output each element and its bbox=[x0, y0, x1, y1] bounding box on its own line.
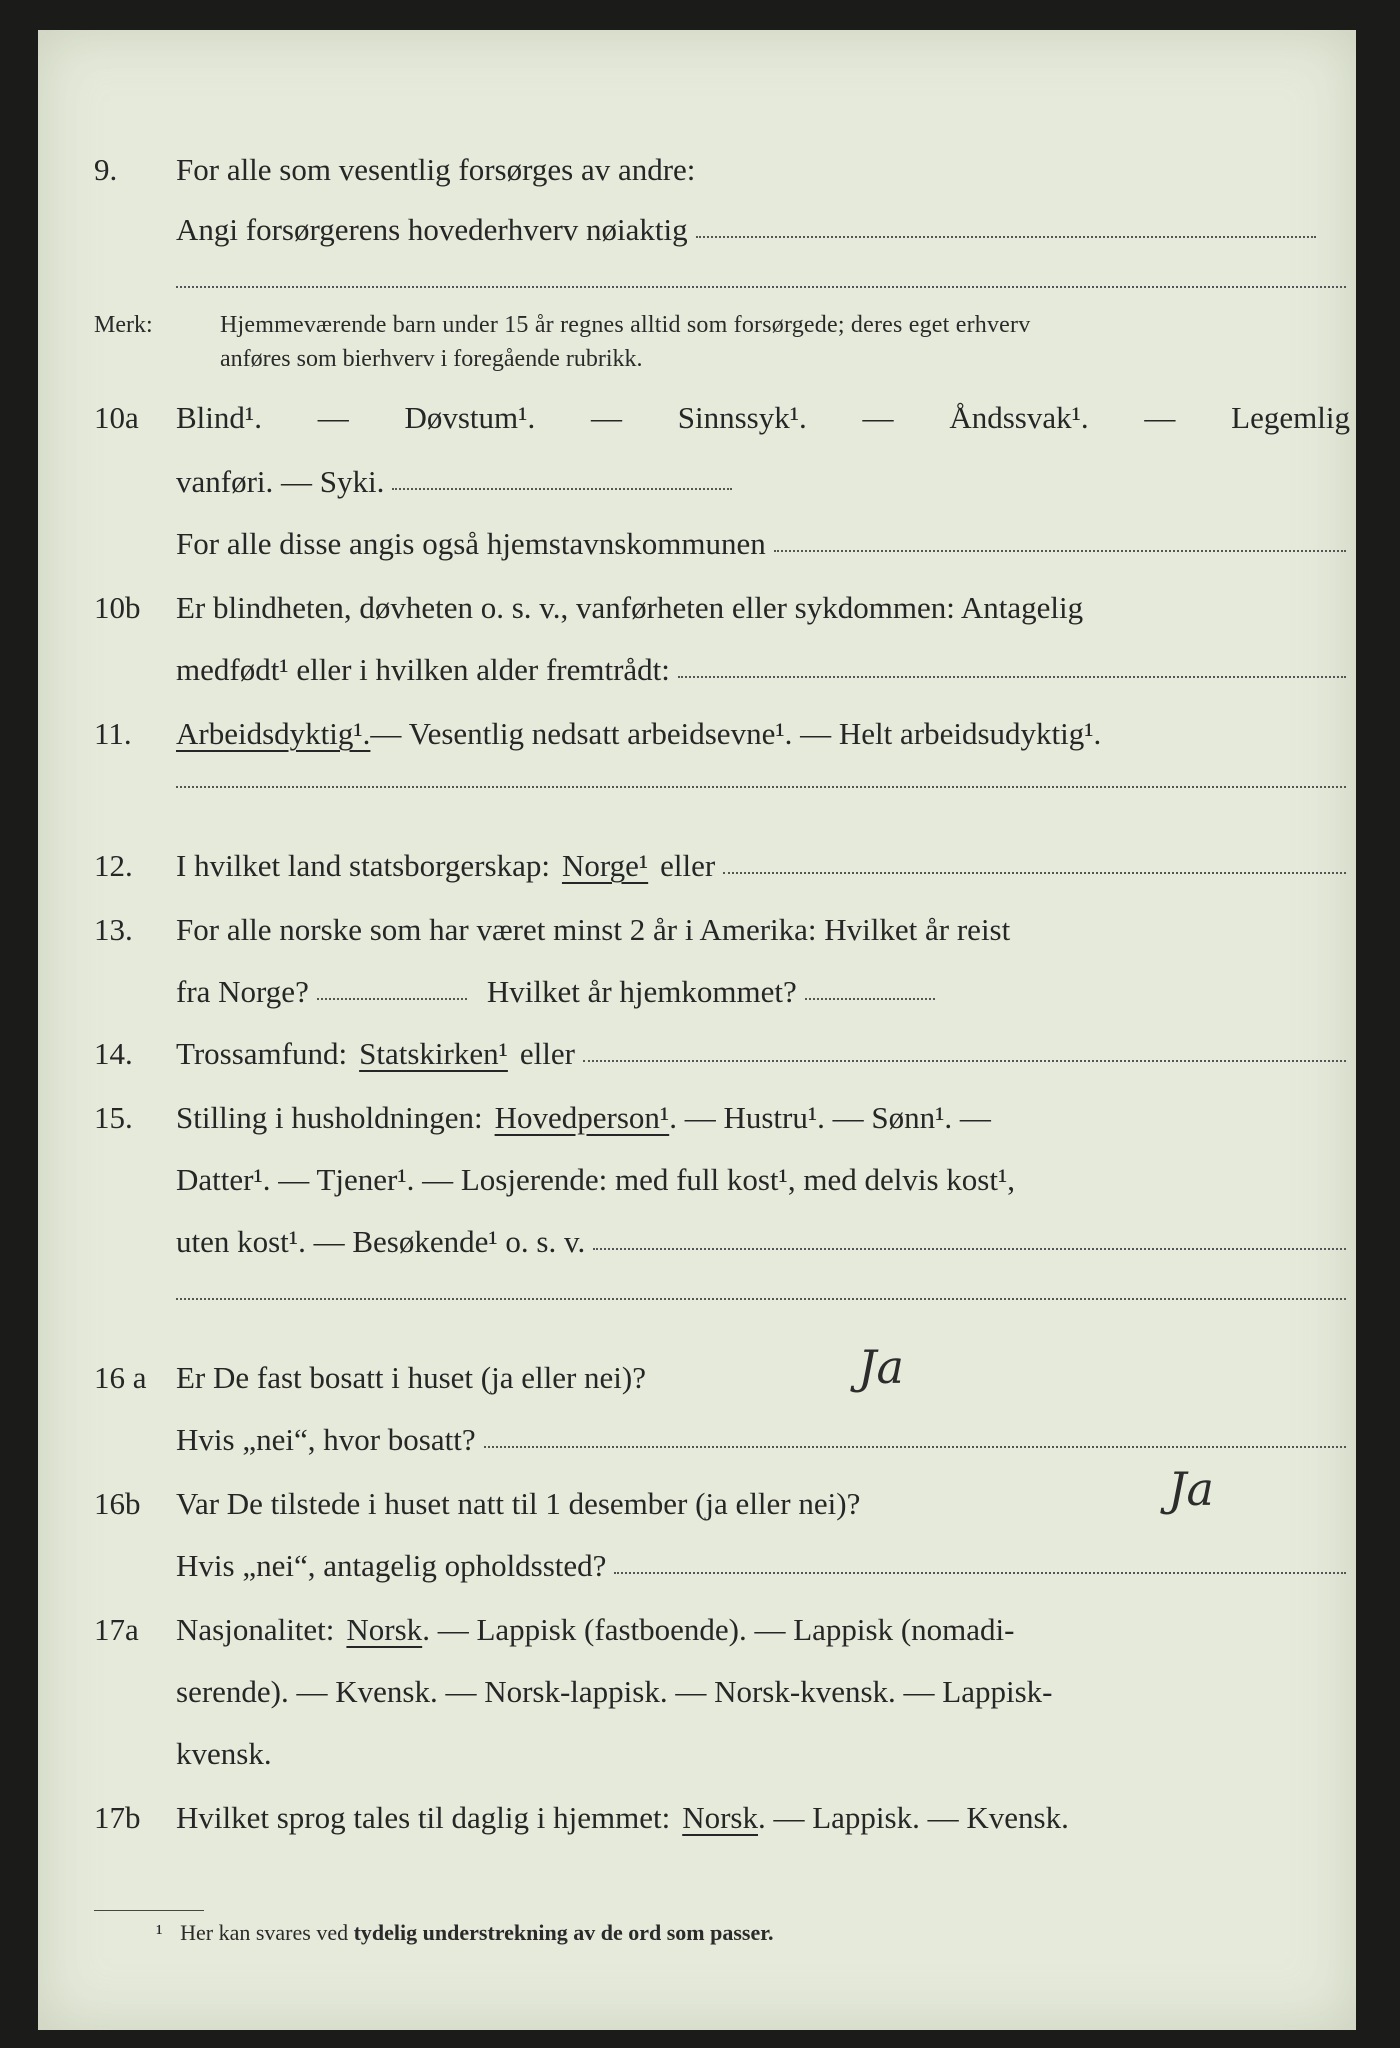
q10b-text1: Er blindheten, døvheten o. s. v., vanførheten eller sykdommen: Antagelig bbox=[176, 590, 1084, 625]
q15-text2: Datter¹. — Tjener¹. — Losjerende: med full kost¹, med delvis kost¹, bbox=[176, 1162, 1015, 1197]
q10a-line3 bbox=[38, 504, 1356, 568]
q11-answer-line[interactable] bbox=[176, 786, 1346, 788]
q9-text1: For alle som vesentlig forsørges av andre: bbox=[176, 152, 696, 187]
q10a-sinnssyk: Sinnssyk¹. bbox=[677, 400, 807, 435]
q10b-answer-field[interactable] bbox=[678, 675, 1346, 678]
q15-line2 bbox=[38, 1140, 1356, 1204]
q10b-text2: medfødt¹ eller i hvilken alder fremtrådt: bbox=[176, 652, 670, 687]
q15-text3: uten kost¹. — Besøkende¹ o. s. v. bbox=[176, 1224, 586, 1259]
q12-line bbox=[38, 826, 1356, 890]
q13-number: 13. bbox=[94, 912, 133, 947]
q17b-line bbox=[38, 1778, 1356, 1842]
q10a-dash1: — bbox=[317, 400, 349, 435]
q15-answer-line[interactable] bbox=[176, 1298, 1346, 1300]
q9-line2 bbox=[38, 190, 1356, 254]
q13-text2a: fra Norge? bbox=[176, 974, 309, 1009]
q16a-text1: Er De fast bosatt i huset (ja eller nei)? bbox=[176, 1360, 646, 1395]
q16b-text1: Var De tilstede i huset natt til 1 desember (ja eller nei)? bbox=[176, 1486, 861, 1521]
q10b-line1 bbox=[38, 568, 1356, 632]
q16b-handwritten-answer: Ja bbox=[1168, 1462, 1214, 1516]
q15-hovedperson: Hovedperson¹ bbox=[494, 1100, 670, 1135]
q10a-hjemstavn-field[interactable] bbox=[774, 549, 1346, 552]
q13-text2b: Hvilket år hjemkommet? bbox=[486, 974, 797, 1009]
q14-number: 14. bbox=[94, 1036, 133, 1071]
q16a-number: 16 a bbox=[94, 1360, 147, 1395]
q16a-line2 bbox=[38, 1400, 1356, 1464]
footnote-mark: ¹ bbox=[156, 1920, 163, 1945]
merk-label: Merk: bbox=[94, 312, 153, 338]
q10a-number: 10a bbox=[94, 400, 139, 435]
q10a-text2: vanføri. — Syki. bbox=[176, 464, 385, 499]
q15-answer-field[interactable] bbox=[593, 1247, 1346, 1250]
q14-eller: eller bbox=[519, 1036, 575, 1071]
merk-text2: anføres som bierhverv i foregående rubrikk. bbox=[220, 346, 643, 372]
footnote-bold: tydelig understrekning av de ord som passer. bbox=[353, 1920, 774, 1945]
q11-arbeidsdyktig: Arbeidsdyktig¹. bbox=[176, 716, 371, 751]
q10b-number: 10b bbox=[94, 590, 141, 625]
q16a-answer-field[interactable] bbox=[484, 1445, 1346, 1448]
q9-text2: Angi forsørgerens hovederhverv nøiaktig bbox=[176, 212, 688, 247]
q12-number: 12. bbox=[94, 848, 133, 883]
q10a-andssvak: Åndssvak¹. bbox=[949, 400, 1089, 435]
q16a-line1 bbox=[38, 1338, 1356, 1402]
q14-statskirken: Statskirken¹ bbox=[359, 1036, 508, 1071]
q10a-answer-field[interactable] bbox=[392, 487, 732, 490]
q10a-dash2: — bbox=[590, 400, 622, 435]
q10a-dash3: — bbox=[862, 400, 894, 435]
q11-line bbox=[38, 694, 1356, 758]
footnote-rule bbox=[94, 1910, 204, 1911]
q14-text: Trossamfund: bbox=[176, 1036, 348, 1071]
q14-line bbox=[38, 1014, 1356, 1078]
q17a-text2: serende). — Kvensk. — Norsk-lappisk. — Norsk-kvensk. — Lappisk- bbox=[176, 1674, 1053, 1709]
q15-line1 bbox=[38, 1078, 1356, 1142]
q10a-dash4: — bbox=[1144, 400, 1176, 435]
q17a-text1c: . — Lappisk (fastboende). — Lappisk (nomadi- bbox=[422, 1612, 1015, 1647]
q16b-answer-field[interactable] bbox=[614, 1571, 1346, 1574]
q10b-line2 bbox=[38, 630, 1356, 694]
q17b-norsk: Norsk bbox=[682, 1800, 758, 1835]
q10a-dovstum: Døvstum¹. bbox=[404, 400, 536, 435]
q10a-legemlig: Legemlig bbox=[1231, 400, 1350, 435]
q15-text1c: . — Hustru¹. — Sønn¹. — bbox=[669, 1100, 991, 1135]
q16a-handwritten-answer: Ja bbox=[858, 1340, 904, 1394]
q15-text1a: Stilling i husholdningen: bbox=[176, 1100, 483, 1135]
q17b-number: 17b bbox=[94, 1800, 141, 1835]
q9-line1 bbox=[38, 130, 1356, 194]
q10a-line1 bbox=[38, 378, 1356, 442]
q11-text: — Vesentlig nedsatt arbeidsevne¹. — Helt arbeidsudyktig¹. bbox=[370, 716, 1102, 751]
q12-eller: eller bbox=[660, 848, 716, 883]
footnote-text: Her kan svares ved bbox=[180, 1920, 349, 1945]
q9-answer-field[interactable] bbox=[696, 235, 1316, 238]
q13-text1: For alle norske som har været minst 2 år i Amerika: Hvilket år reist bbox=[176, 912, 1011, 947]
q13-hjemkommet-field[interactable] bbox=[805, 997, 935, 1000]
census-form-page bbox=[38, 30, 1356, 2030]
q9-number: 9. bbox=[94, 152, 118, 187]
q17a-line3 bbox=[38, 1714, 1356, 1778]
q16b-text2: Hvis „nei“, antagelig opholdssted? bbox=[176, 1548, 607, 1583]
q16b-number: 16b bbox=[94, 1486, 141, 1521]
q13-reist-field[interactable] bbox=[317, 997, 467, 1000]
q15-line3 bbox=[38, 1202, 1356, 1266]
q17a-norsk: Norsk bbox=[346, 1612, 423, 1647]
footnote bbox=[156, 1920, 774, 1946]
q16a-text2: Hvis „nei“, hvor bosatt? bbox=[176, 1422, 476, 1457]
q17a-text3: kvensk. bbox=[176, 1736, 272, 1771]
q16b-line2 bbox=[38, 1526, 1356, 1590]
q15-number: 15. bbox=[94, 1100, 133, 1135]
q9-answer-line[interactable] bbox=[176, 286, 1346, 288]
q10a-blind: Blind¹. bbox=[176, 400, 262, 435]
q13-line1 bbox=[38, 890, 1356, 954]
q12-answer-field[interactable] bbox=[723, 871, 1346, 874]
q17a-line2 bbox=[38, 1652, 1356, 1716]
q17a-line1 bbox=[38, 1590, 1356, 1654]
q17a-number: 17a bbox=[94, 1612, 139, 1647]
merk-text1: Hjemmeværende barn under 15 år regnes alltid som forsørgede; deres eget erhverv bbox=[220, 312, 1031, 338]
q10a-line2 bbox=[38, 442, 1356, 506]
q14-answer-field[interactable] bbox=[583, 1059, 1346, 1062]
q10a-text3: For alle disse angis også hjemstavnskommunen bbox=[176, 526, 766, 561]
q11-number: 11. bbox=[94, 716, 132, 751]
q17a-text1a: Nasjonalitet: bbox=[176, 1612, 335, 1647]
q16b-line1 bbox=[38, 1464, 1356, 1528]
q17b-text1a: Hvilket sprog tales til daglig i hjemmet: bbox=[176, 1800, 671, 1835]
q12-norge: Norge¹ bbox=[561, 848, 649, 883]
q13-line2 bbox=[38, 952, 1356, 1016]
q12-text: I hvilket land statsborgerskap: bbox=[176, 848, 550, 883]
q17b-text1c: . — Lappisk. — Kvensk. bbox=[757, 1800, 1069, 1835]
